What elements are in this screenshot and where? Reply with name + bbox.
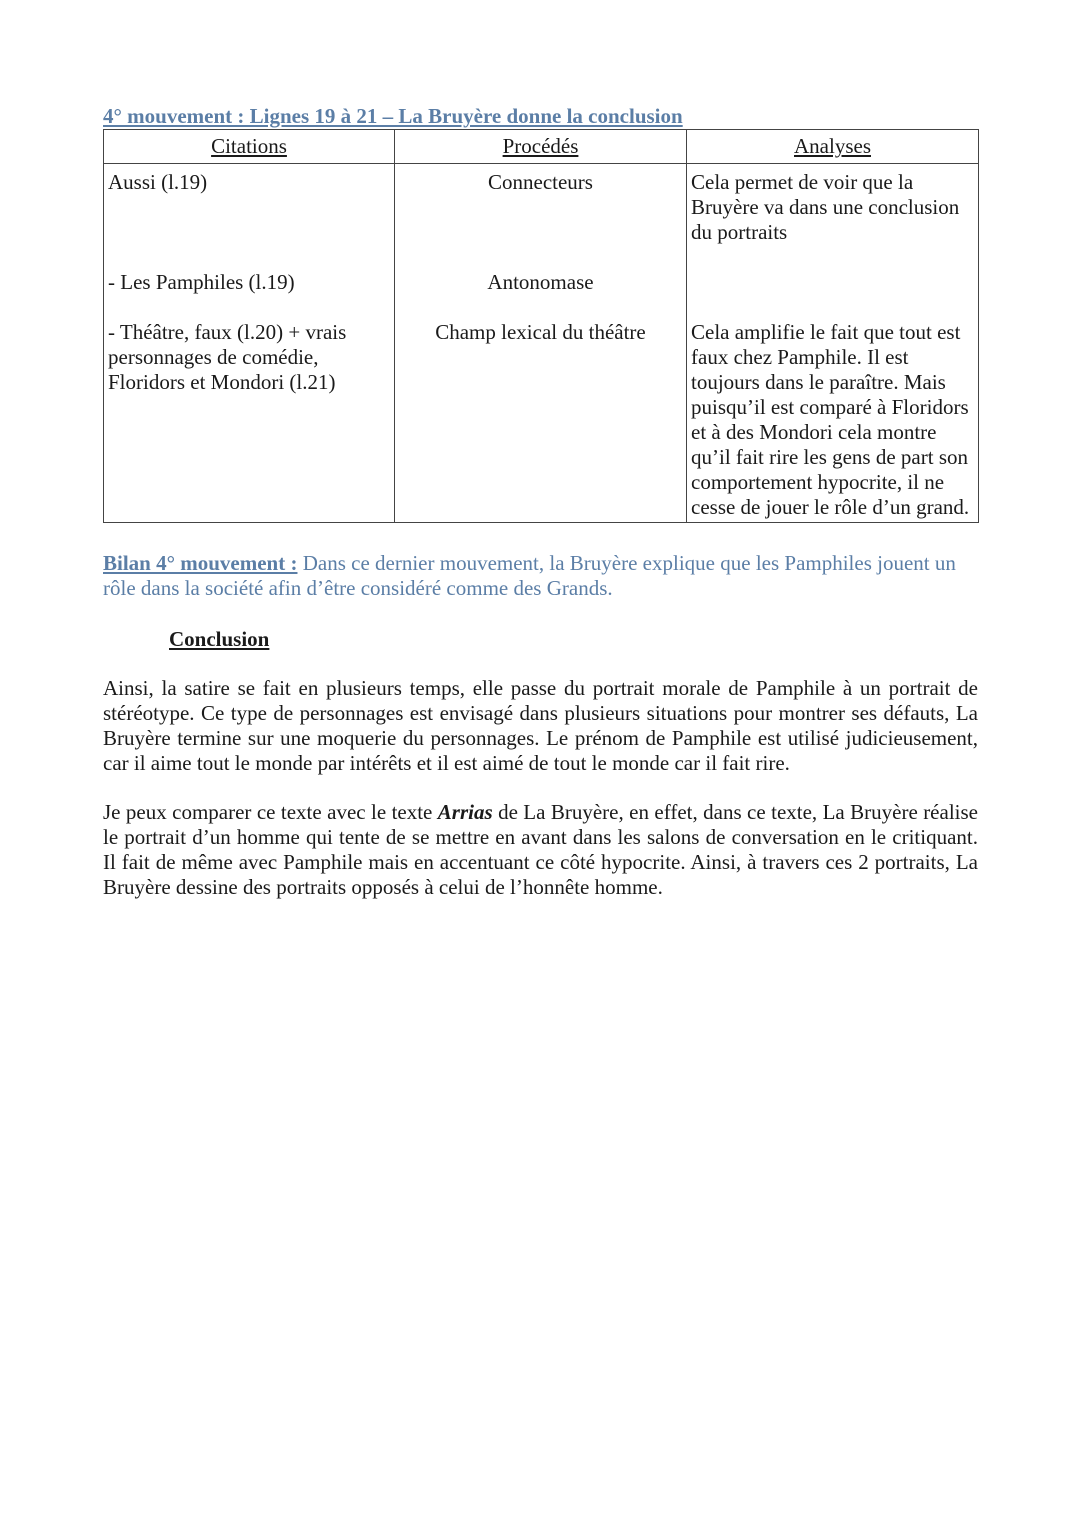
table-row <box>104 164 979 523</box>
conclusion-paragraph-2: Je peux comparer ce texte avec le texte Arrias de La Bruyère, en effet, dans ce texte, La Bruyère réalise le portrait d’un homme qui tente de se mettre en avant dans les salons de conversation en le critiquant. Il fait de même avec Pamphile mais en accentuant ce côté hypocrite. Ainsi, à travers ces 2 portraits, La Bruyère dessine des portraits opposés à celui de l’honnête homme. <box>103 800 978 899</box>
header-citations: Citations <box>104 130 395 164</box>
table-header-row <box>104 130 979 164</box>
analyse-cell: Cela amplifie le fait que tout est faux chez Pamphile. Il est toujours dans le paraître. Mais puisqu’il est comparé à Floridors et à des Mondori cela montre qu’il fait rire les gens de part son comportement hypocrite, il ne cesse de jouer le rôle d’un grand. <box>691 320 970 519</box>
bilan-paragraph <box>103 551 978 601</box>
citation-cell: Aussi (l.19) <box>108 170 208 194</box>
procede-cell: Connecteurs <box>488 170 593 194</box>
document-page <box>103 104 978 900</box>
conclusion-title: Conclusion <box>169 627 270 651</box>
header-analyses: Analyses <box>687 130 979 164</box>
bilan-label: Bilan 4° mouvement : <box>103 551 298 575</box>
bilan-text: Dans ce dernier mouvement, la Bruyère explique que les Pamphiles jouent un rôle dans la société afin d’être considéré comme des Grands. <box>103 551 956 600</box>
citation-cell: - Les Pamphiles (l.19) <box>108 270 295 294</box>
analyse-cell: Cela permet de voir que la Bruyère va dans une conclusion du portraits <box>691 170 960 244</box>
work-title: Arrias <box>437 800 493 824</box>
conclusion-paragraph-1: Ainsi, la satire se fait en plusieurs temps, elle passe du portrait morale de Pamphile à un portrait de stéréotype. Ce type de personnages est envisagé dans plusieurs situations pour montrer ses défauts, La Bruyère termine sur une moquerie du personnages. Le prénom de Pamphile est utilisé judicieusement, car il aime tout le monde par intérêts et il est aimé de tout le monde car il fait rire. <box>103 676 978 775</box>
procede-cell: Champ lexical du théâtre <box>435 320 646 344</box>
analysis-table <box>103 129 979 523</box>
procede-cell: Antonomase <box>487 270 594 294</box>
header-procedes: Procédés <box>395 130 687 164</box>
section-title: 4° mouvement : Lignes 19 à 21 – La Bruyère donne la conclusion <box>103 104 683 128</box>
analyse-cell <box>691 245 974 320</box>
citation-cell: - Théâtre, faux (l.20) + vrais personnages de comédie, Floridors et Mondori (l.21) <box>108 320 347 394</box>
